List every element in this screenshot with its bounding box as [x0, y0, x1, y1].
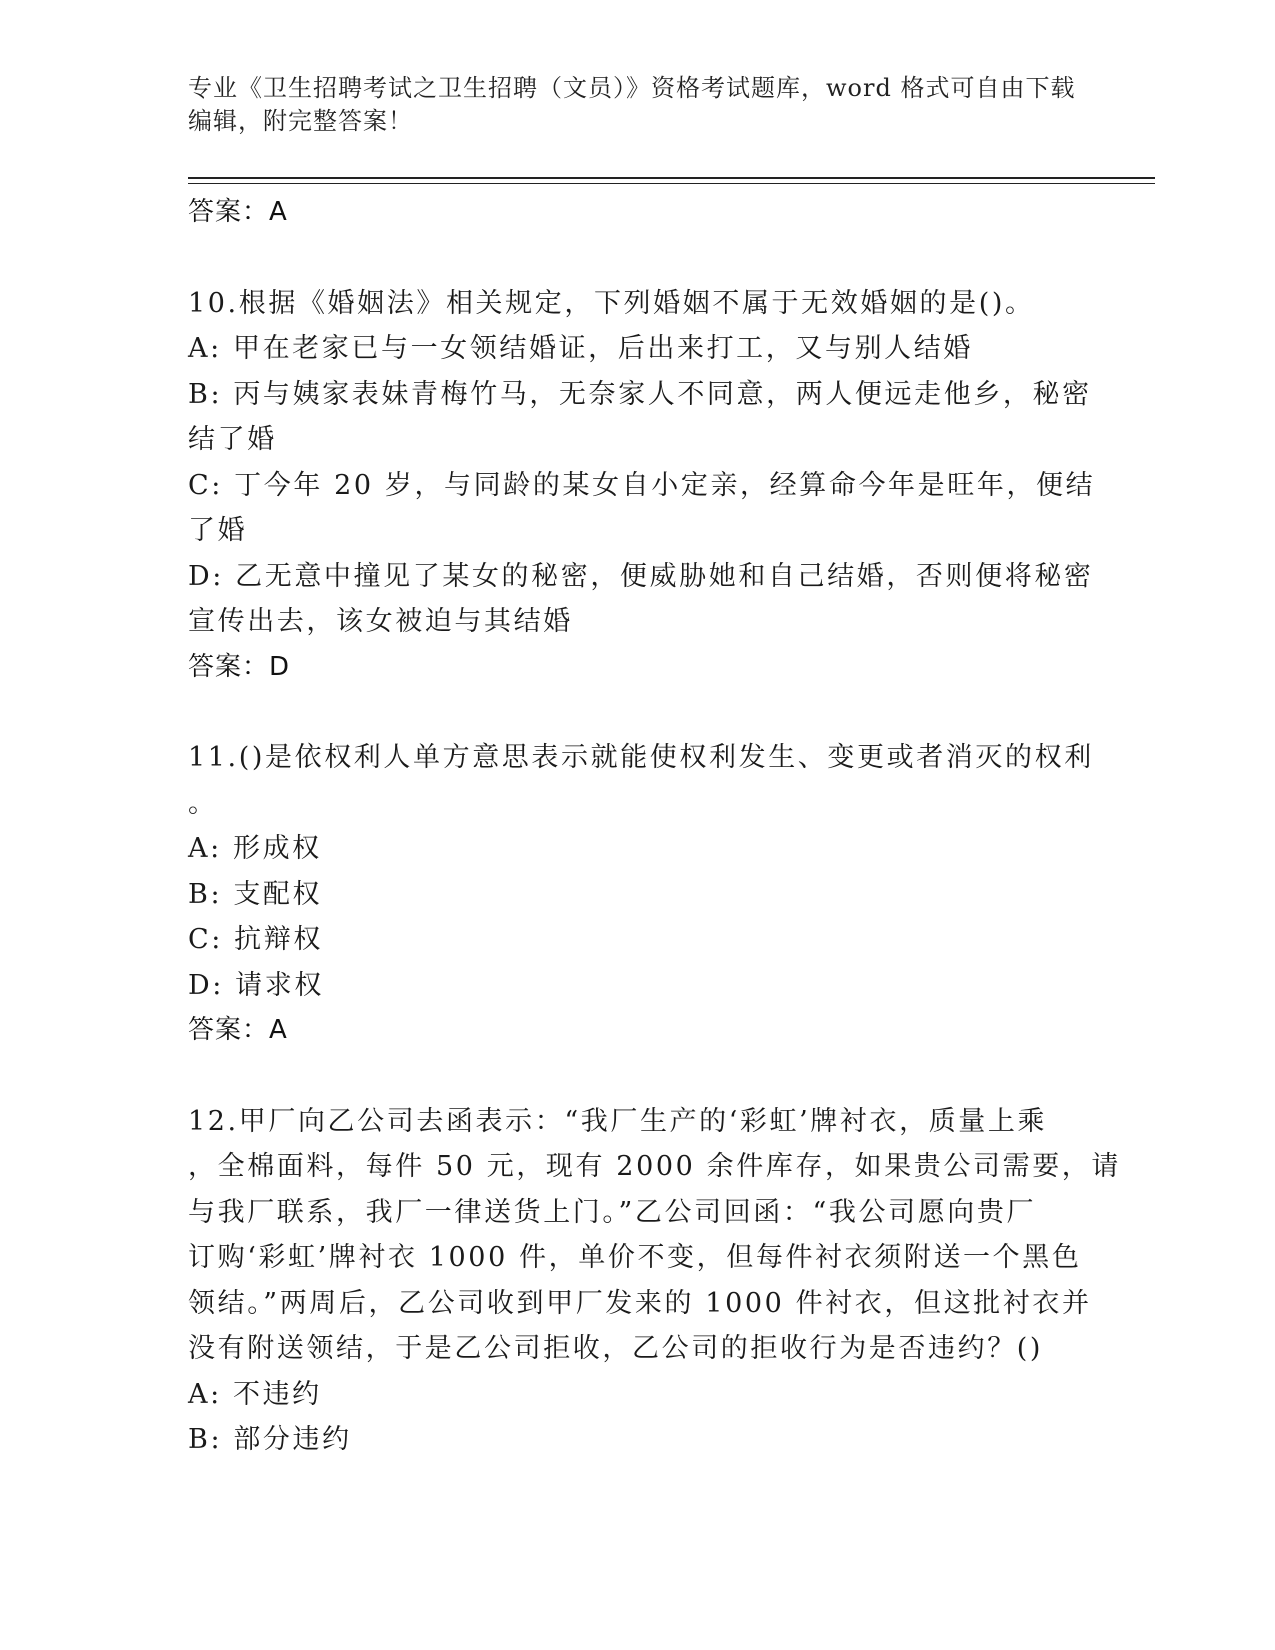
option-b: B: 部分违约 [188, 1424, 352, 1455]
option-b: B: 支配权 [188, 878, 323, 910]
option-c: C: 丁今年 20 岁，与同龄的某女自小定亲，经算命今年是旺年，便结 [188, 469, 1096, 501]
spacer [188, 236, 1088, 281]
header-line-2: 编辑，附完整答案！ [188, 107, 413, 135]
option-c-continued: 了婚 [188, 515, 248, 546]
option-c: C: 抗辩权 [188, 924, 323, 955]
question-text: 10.根据《婚姻法》相关规定，下列婚姻不属于无效婚姻的是()。 [188, 287, 1035, 319]
spacer [188, 1054, 1088, 1099]
header-divider-thin [188, 183, 1155, 184]
question-11 [188, 735, 1094, 1054]
previous-answer: 答案：A [188, 197, 288, 227]
document-body [188, 190, 1121, 1463]
question-text-continued: 领结。”两周后，乙公司收到甲厂发来的 1000 件衬衣，但这批衬衣并 [188, 1287, 1092, 1319]
spacer [188, 690, 1088, 735]
question-10 [188, 281, 1096, 691]
option-a: A: 形成权 [188, 833, 322, 864]
option-d: D: 请求权 [188, 969, 324, 1001]
question-text-continued: ，全棉面料，每件 50 元，现有 2000 余件库存，如果贵公司需要，请 [188, 1151, 1121, 1182]
option-a: A: 不违约 [188, 1378, 322, 1410]
answer-label: 答案：D [188, 651, 291, 682]
question-text-continued: 没有附送领结，于是乙公司拒收，乙公司的拒收行为是否违约？() [188, 1333, 1044, 1364]
option-d: D: 乙无意中撞见了某女的秘密，便威胁她和自己结婚，否则便将秘密 [188, 560, 1094, 592]
document-header [188, 72, 1078, 138]
question-text: 12.甲厂向乙公司去函表示：“我厂生产的‘彩虹’牌衬衣，质量上乘 [188, 1105, 1048, 1137]
header-divider-thick [188, 177, 1155, 179]
answer-label: 答案：A [188, 1015, 288, 1045]
question-text-continued: 与我厂联系，我厂一律送货上门。”乙公司回函：“我公司愿向贵厂 [188, 1196, 1037, 1228]
question-text: 11.()是依权利人单方意思表示就能使权利发生、变更或者消灭的权利 [188, 742, 1094, 773]
option-a: A: 甲在老家已与一女领结婚证，后出来打工，又与别人结婚 [188, 333, 973, 364]
option-d-continued: 宣传出去，该女被迫与其结婚 [188, 606, 573, 637]
option-b: B: 丙与姨家表妹青梅竹马，无奈家人不同意，两人便远走他乡，秘密 [188, 378, 1092, 410]
question-text-continued: 订购‘彩虹’牌衬衣 1000 件，单价不变，但每件衬衣须附送一个黑色 [188, 1242, 1082, 1273]
question-12 [188, 1099, 1121, 1463]
option-b-continued: 结了婚 [188, 424, 277, 455]
question-text-continued: 。 [188, 787, 218, 819]
header-line-1: 专业《卫生招聘考试之卫生招聘（文员）》资格考试题库，word 格式可自由下载 [188, 74, 1076, 102]
